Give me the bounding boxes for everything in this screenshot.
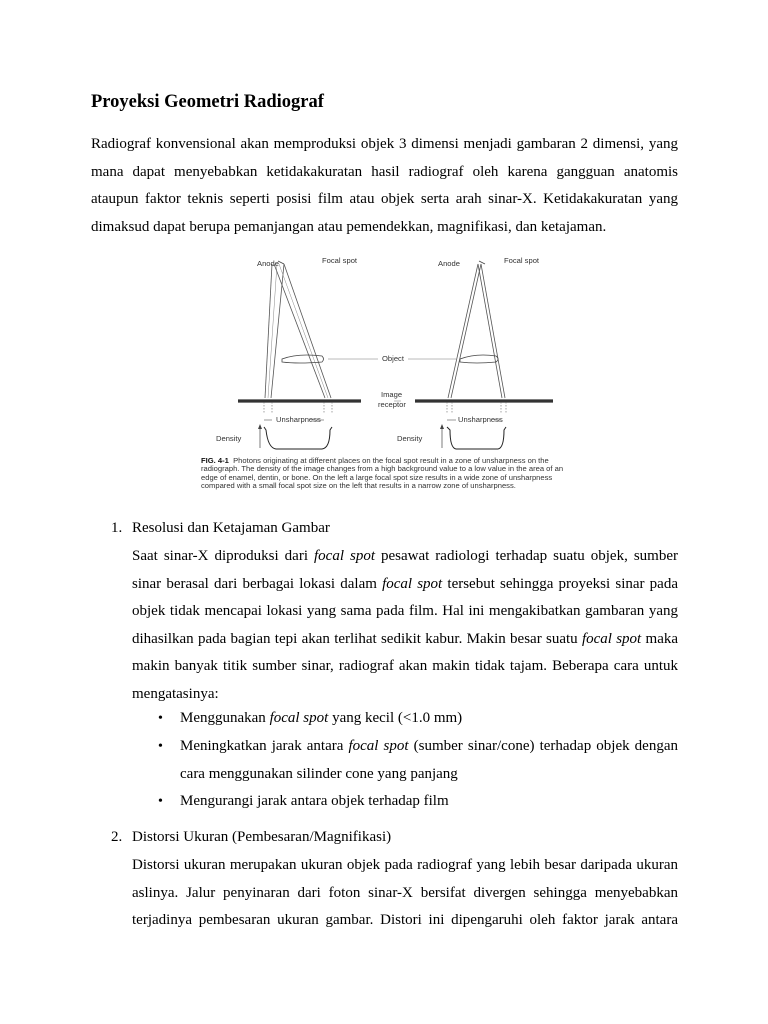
bullet1-italic: focal spot — [269, 710, 329, 726]
intro-paragraph: Radiograf konvensional akan memproduksi objek 3 dimensi menjadi gambaran 2 dimensi, yang mana dapat menyebabkan ketidakakuratan hasil radiograf oleh karena gangguan anatomis ataupun faktor teknis seperti posisi film atau objek serta arah sinar-X. Ketidakakuratan yang dimaksud dapat berupa pemanjangan atau pemendekkan, magnifikasi, dan ketajaman. — [91, 136, 678, 235]
section1-heading: Resolusi dan Ketajaman Gambar — [132, 520, 330, 536]
section2-heading: Distorsi Ukuran (Pembesaran/Magnifikasi) — [132, 829, 392, 845]
bullet-item-2 — [180, 733, 678, 788]
bullet3-text-a: Mengurangi jarak antara objek terhadap film — [180, 793, 449, 809]
label-image-receptor-line1: Image — [381, 390, 403, 399]
bullet-marker-3: • — [158, 794, 163, 809]
label-unsharpness-left: Unsharpness — [276, 415, 321, 424]
bullet1-text-c: yang kecil (<1.0 mm) — [328, 710, 463, 726]
bullet2-italic: focal spot — [348, 738, 409, 754]
figure-caption — [201, 457, 571, 491]
label-anode-right: Anode — [438, 259, 460, 268]
label-focal-spot-left: Focal spot — [322, 256, 358, 265]
bullet2-text-a: Meningkatkan jarak antara — [180, 738, 349, 754]
bullet1-text-a: Menggunakan — [180, 710, 270, 726]
label-anode-left: Anode — [257, 259, 279, 268]
s1-text-a: Saat sinar-X diproduksi dari — [132, 548, 314, 564]
label-focal-spot-right: Focal spot — [504, 256, 540, 265]
bullet-item-1 — [180, 705, 678, 733]
s1-italic-focal-spot-1: focal spot — [314, 548, 375, 564]
figure-caption-text: Photons originating at different places on the focal spot result in a zone of unsharpness on the radiograph. The density of the image changes from a high background value to a low value in the area of an edge of enamel, dentin, or bone. On the left a large focal spot size results in a wide zone of unsharpness compared with a small focal spot size on the left that results in a narrow zone of unsharpness. — [201, 456, 564, 491]
figure-focal-spot-unsharpness — [198, 250, 576, 502]
page-title: Proyeksi Geometri Radiograf — [91, 92, 324, 112]
section2-number: 2. — [111, 829, 123, 845]
label-unsharpness-right: Unsharpness — [458, 415, 503, 424]
label-density-right: Density — [397, 434, 423, 443]
s1-text-e: tersebut sehingga proyeksi sinar pada objek tidak mencapai lokasi yang sama pada film. Hal ini mengakibatkan gambaran yang dihasilkan pada bagian tepi akan terlihat sedikit kabur. Makin besar suatu — [132, 575, 678, 647]
bullet-marker-1: • — [158, 711, 163, 726]
s1-text-c: pesawat radiologi terhadap suatu objek, sumber sinar berasal dari berbagai lokasi dalam — [132, 548, 678, 592]
bullet-item-3 — [180, 788, 678, 816]
s1-italic-focal-spot-2: focal spot — [382, 575, 443, 592]
bullet-marker-2: • — [158, 739, 163, 754]
focal-spot-diagram — [198, 250, 576, 455]
s1-text-g: maka makin banyak titik sumber sinar, radiograf akan makin tidak tajam. Beberapa cara untuk mengatasinya: — [132, 630, 679, 702]
section1-number: 1. — [111, 520, 123, 536]
s1-italic-focal-spot-3: focal spot — [581, 630, 642, 647]
label-image-receptor-line2: receptor — [378, 400, 406, 409]
figure-caption-label: FIG. 4-1 — [201, 456, 229, 465]
label-density-left: Density — [216, 434, 242, 443]
label-object: Object — [382, 354, 404, 363]
bullet2-text-c: (sumber sinar/cone) terhadap objek dengan cara menggunakan silinder cone yang panjang — [180, 738, 678, 782]
section1-paragraph — [132, 543, 678, 708]
section2-paragraph: Distorsi ukuran merupakan ukuran objek pada radiograf yang lebih besar daripada ukuran aslinya. Jalur penyinaran dari foton sinar-X bersifat divergen sehingga menyebabkan terjadinya pembesaran ukuran gambar. Distori ini dipengaruhi oleh faktor jarak antara — [132, 857, 678, 928]
